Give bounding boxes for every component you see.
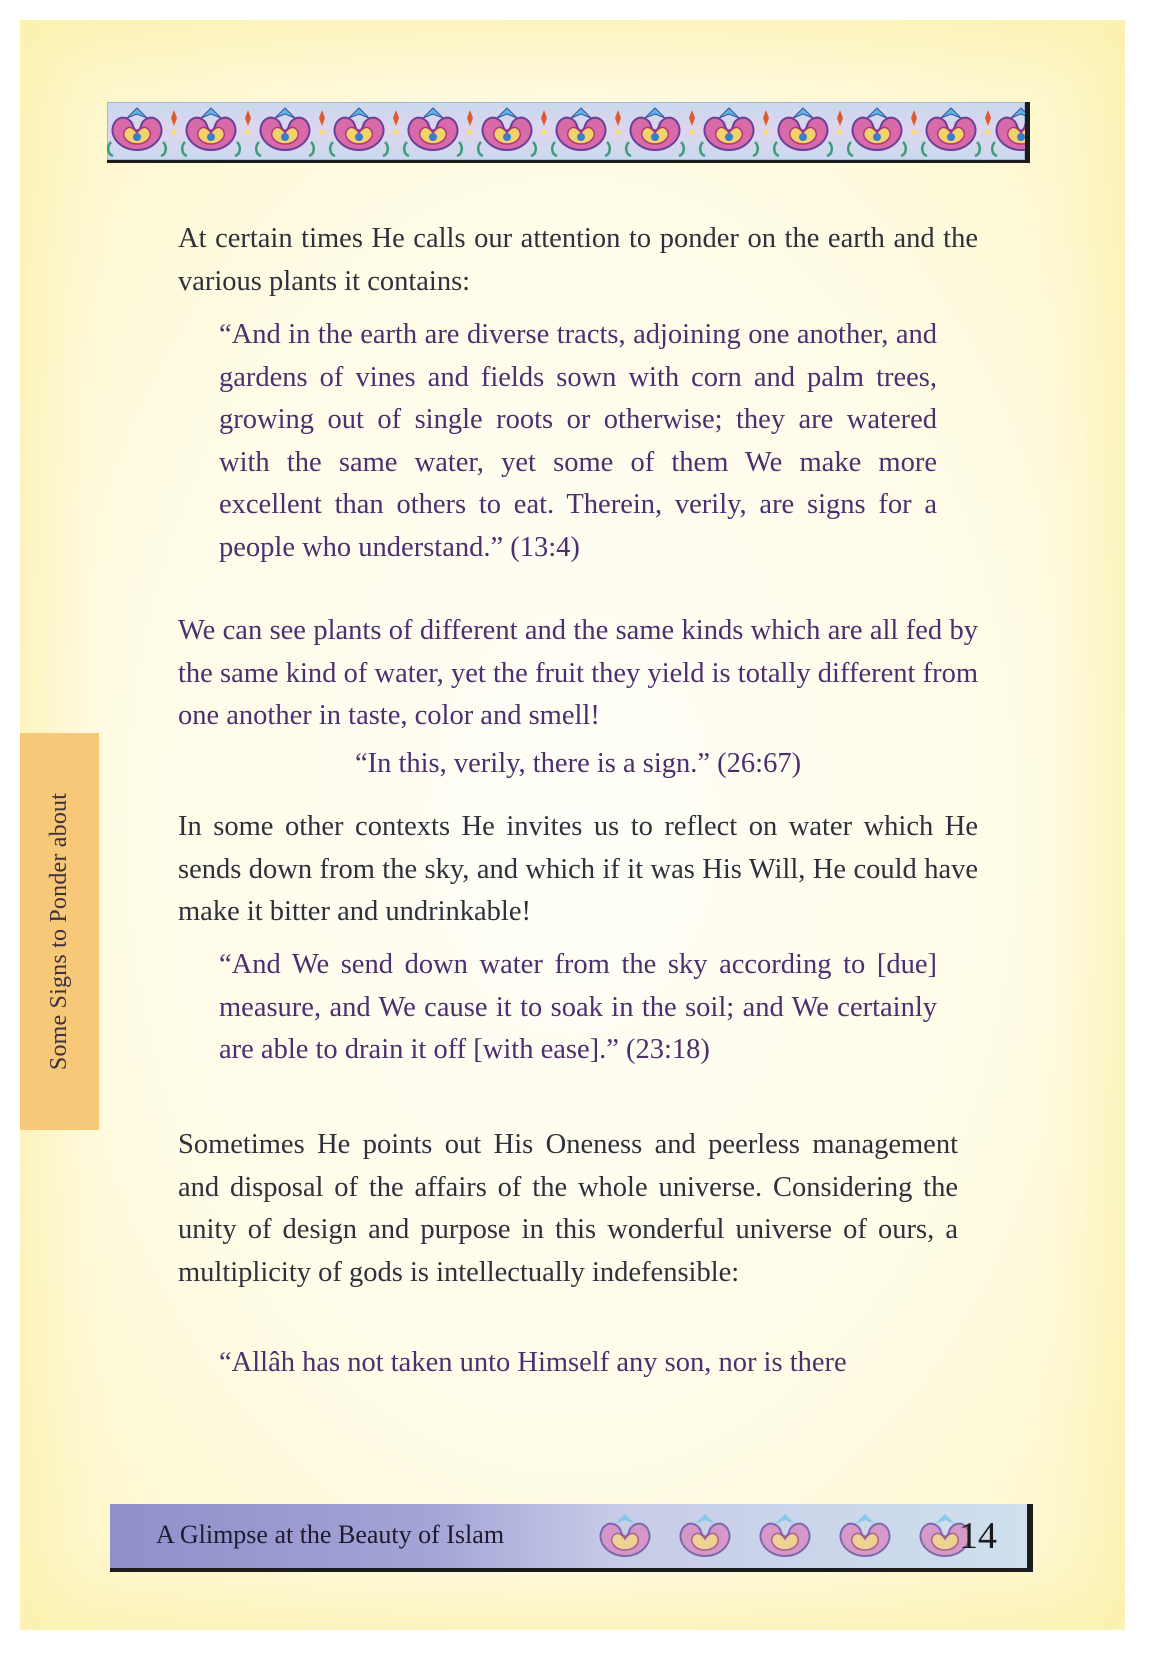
ornament-pattern-icon [107,102,1025,160]
paragraph-water-sky: In some other contexts He invites us to reflect on water which He sends down from the sky, and which if it was His Will, He could have make it bitter and undrinkable! [178,811,978,927]
chapter-side-tab [20,733,99,1130]
chapter-side-tab-label: Some Signs to Ponder about [46,792,72,1071]
page-footer [110,1504,1033,1572]
paragraph-earth-plants: At certain times He calls our attention to ponder on the earth and the various plants it contains: [178,223,978,297]
top-ornament-band [107,102,1030,163]
quote-13-4: “And in the earth are diverse tracts, adjoining one another, and gardens of vines and fields sown with corn and palm trees, growing out of single roots or otherwise; they are watered with the same water, yet some of them We make more excellent than others to eat. Therein, verily, are signs for a people who understand.” (13:4) [219,319,937,563]
quote-26-67: “In this, verily, there is a sign.” (26:67) [354,748,802,779]
quote-continued: “Allâh has not taken unto Himself any son, nor is there [219,1347,847,1378]
page-number: 14 [959,1515,997,1557]
paragraph-oneness: Sometimes He points out His Oneness and peerless management and disposal of the affairs of the whole universe. Considering the unity of design and purpose in this wonderful universe of ours, a multiplicity of gods is intellectually indefensible: [178,1129,958,1288]
footer-book-title: A Glimpse at the Beauty of Islam [156,1520,505,1549]
footer-ornament-icon [585,1508,975,1562]
paragraph-plants-water: We can see plants of different and the same kinds which are all fed by the same kind of water, yet the fruit they yield is totally different from one another in taste, color and smell! [178,615,978,731]
quote-23-18: “And We send down water from the sky according to [due] measure, and We cause it to soak in the soil; and We certainly are able to drain it off [with ease].” (23:18) [219,949,937,1065]
